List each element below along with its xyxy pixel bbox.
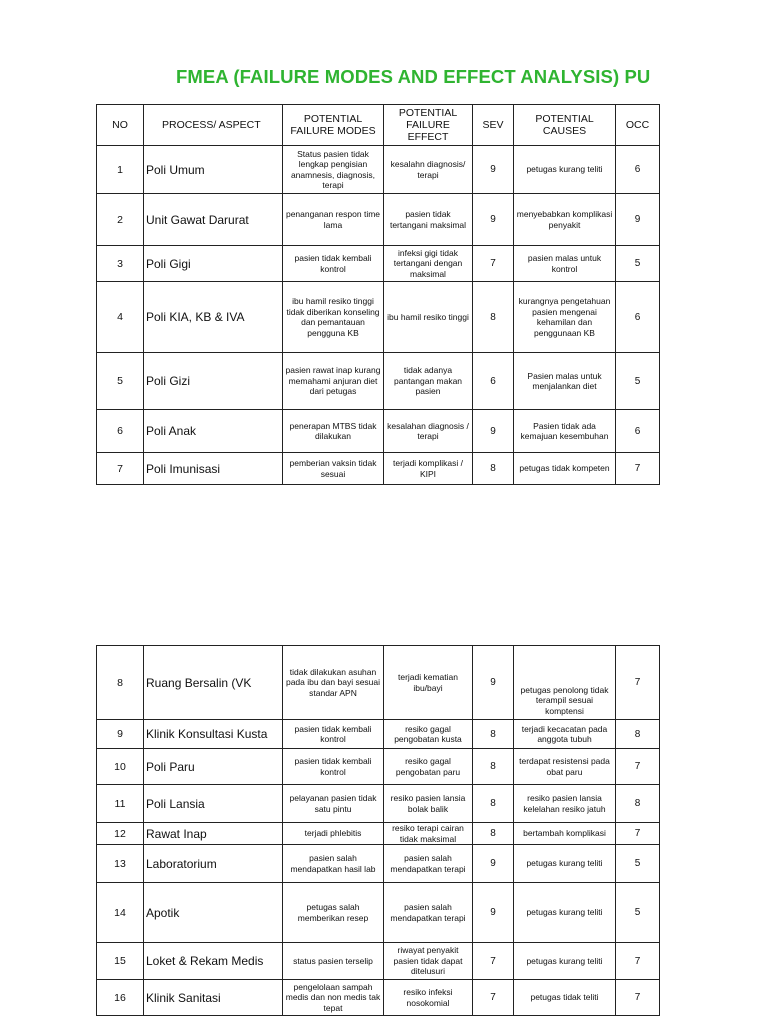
cell-sev: 8 xyxy=(473,785,514,823)
cell-no: 14 xyxy=(97,883,144,943)
cell-occ: 7 xyxy=(616,943,660,980)
cell-cause: Pasien tidak ada kemajuan kesembuhan xyxy=(514,410,616,453)
cell-cause: petugas kurang teliti xyxy=(514,883,616,943)
cell-occ: 6 xyxy=(616,410,660,453)
cell-occ: 7 xyxy=(616,749,660,785)
cell-occ: 5 xyxy=(616,353,660,410)
cell-failure-effect: kesalahn diagnosis/ terapi xyxy=(384,146,473,194)
table-row xyxy=(97,943,660,980)
col-header-occ: OCC xyxy=(616,105,660,146)
cell-cause: Pasien malas untuk menjalankan diet xyxy=(514,353,616,410)
cell-sev: 8 xyxy=(473,823,514,845)
cell-failure-effect: pasien tidak tertangani maksimal xyxy=(384,194,473,246)
cell-sev: 9 xyxy=(473,146,514,194)
cell-process: Poli Anak xyxy=(144,410,283,453)
cell-occ: 8 xyxy=(616,785,660,823)
table-row xyxy=(97,720,660,749)
cell-failure-mode: petugas salah memberikan resep xyxy=(283,883,384,943)
col-header-no: NO xyxy=(97,105,144,146)
cell-cause: petugas kurang teliti xyxy=(514,845,616,883)
cell-no: 8 xyxy=(97,646,144,720)
cell-failure-effect: terjadi komplikasi / KIPI xyxy=(384,453,473,485)
cell-failure-mode: pasien tidak kembali kontrol xyxy=(283,720,384,749)
cell-cause: terjadi kecacatan pada anggota tubuh xyxy=(514,720,616,749)
cell-sev: 9 xyxy=(473,883,514,943)
cell-process: Rawat Inap xyxy=(144,823,283,845)
cell-process: Klinik Konsultasi Kusta xyxy=(144,720,283,749)
cell-process: Apotik xyxy=(144,883,283,943)
cell-failure-mode: pasien rawat inap kurang memahami anjuran diet dari petugas xyxy=(283,353,384,410)
table-row xyxy=(97,353,660,410)
cell-failure-mode: pelayanan pasien tidak satu pintu xyxy=(283,785,384,823)
cell-failure-effect: pasien salah mendapatkan terapi xyxy=(384,845,473,883)
cell-process: Poli Gizi xyxy=(144,353,283,410)
table-row xyxy=(97,980,660,1016)
cell-failure-effect: resiko gagal pengobatan kusta xyxy=(384,720,473,749)
cell-failure-effect: ibu hamil resiko tinggi xyxy=(384,282,473,353)
table-row xyxy=(97,282,660,353)
cell-process: Poli Imunisasi xyxy=(144,453,283,485)
table-row xyxy=(97,146,660,194)
cell-failure-mode: pengelolaan sampah medis dan non medis tak tepat xyxy=(283,980,384,1016)
cell-cause: resiko pasien lansia kelelahan resiko jatuh xyxy=(514,785,616,823)
cell-failure-mode: pemberian vaksin tidak sesuai xyxy=(283,453,384,485)
cell-failure-mode: pasien tidak kembali kontrol xyxy=(283,749,384,785)
cell-no: 2 xyxy=(97,194,144,246)
cell-process: Poli Lansia xyxy=(144,785,283,823)
cell-cause: petugas tidak teliti xyxy=(514,980,616,1016)
cell-no: 12 xyxy=(97,823,144,845)
col-header-process: PROCESS/ ASPECT xyxy=(144,105,283,146)
cell-cause: petugas tidak kompeten xyxy=(514,453,616,485)
header-row xyxy=(97,105,660,146)
cell-sev: 8 xyxy=(473,749,514,785)
cell-failure-effect: resiko infeksi nosokomial xyxy=(384,980,473,1016)
cell-process: Unit Gawat Darurat xyxy=(144,194,283,246)
cell-failure-mode: pasien tidak kembali kontrol xyxy=(283,246,384,282)
cell-occ: 9 xyxy=(616,194,660,246)
table-row xyxy=(97,823,660,845)
cell-cause: petugas penolong tidak terampil sesuai komptensi xyxy=(514,646,616,720)
cell-no: 13 xyxy=(97,845,144,883)
col-header-sev: SEV xyxy=(473,105,514,146)
cell-occ: 6 xyxy=(616,146,660,194)
cell-sev: 7 xyxy=(473,980,514,1016)
cell-occ: 8 xyxy=(616,720,660,749)
cell-failure-mode: tidak dilakukan asuhan pada ibu dan bayi sesuai standar APN xyxy=(283,646,384,720)
table-row xyxy=(97,883,660,943)
cell-occ: 7 xyxy=(616,823,660,845)
col-header-failure-modes: POTENTIAL FAILURE MODES xyxy=(283,105,384,146)
table-body-1 xyxy=(97,146,660,485)
cell-sev: 9 xyxy=(473,646,514,720)
table-row xyxy=(97,410,660,453)
cell-no: 6 xyxy=(97,410,144,453)
cell-occ: 6 xyxy=(616,282,660,353)
col-header-causes: POTENTIAL CAUSES xyxy=(514,105,616,146)
cell-sev: 7 xyxy=(473,246,514,282)
table-row xyxy=(97,194,660,246)
cell-sev: 9 xyxy=(473,410,514,453)
cell-process: Poli Paru xyxy=(144,749,283,785)
cell-sev: 8 xyxy=(473,720,514,749)
cell-occ: 5 xyxy=(616,845,660,883)
cell-failure-effect: resiko pasien lansia bolak balik xyxy=(384,785,473,823)
cell-failure-effect: infeksi gigi tidak tertangani dengan maksimal xyxy=(384,246,473,282)
cell-failure-mode: ibu hamil resiko tinggi tidak diberikan konseling dan pemantauan pengguna KB xyxy=(283,282,384,353)
cell-failure-effect: tidak adanya pantangan makan pasien xyxy=(384,353,473,410)
cell-failure-mode: pasien salah mendapatkan hasil lab xyxy=(283,845,384,883)
cell-no: 16 xyxy=(97,980,144,1016)
cell-cause: petugas kurang teliti xyxy=(514,943,616,980)
cell-no: 5 xyxy=(97,353,144,410)
cell-sev: 8 xyxy=(473,453,514,485)
cell-process: Poli Gigi xyxy=(144,246,283,282)
cell-failure-effect: terjadi kematian ibu/bayi xyxy=(384,646,473,720)
cell-process: Poli KIA, KB & IVA xyxy=(144,282,283,353)
cell-sev: 6 xyxy=(473,353,514,410)
table-row xyxy=(97,246,660,282)
cell-cause: petugas kurang teliti xyxy=(514,146,616,194)
table-row xyxy=(97,453,660,485)
cell-failure-mode: terjadi phlebitis xyxy=(283,823,384,845)
cell-cause: bertambah komplikasi xyxy=(514,823,616,845)
cell-no: 10 xyxy=(97,749,144,785)
document-title: FMEA (FAILURE MODES AND EFFECT ANALYSIS) PU xyxy=(176,66,651,87)
cell-no: 7 xyxy=(97,453,144,485)
cell-cause: terdapat resistensi pada obat paru xyxy=(514,749,616,785)
cell-sev: 9 xyxy=(473,194,514,246)
table-body-2 xyxy=(97,646,660,1016)
cell-process: Laboratorium xyxy=(144,845,283,883)
cell-process: Loket & Rekam Medis xyxy=(144,943,283,980)
cell-occ: 7 xyxy=(616,646,660,720)
cell-sev: 9 xyxy=(473,845,514,883)
cell-cause: pasien malas untuk kontrol xyxy=(514,246,616,282)
cell-failure-effect: riwayat penyakit pasien tidak dapat ditelusuri xyxy=(384,943,473,980)
table-row xyxy=(97,785,660,823)
cell-no: 1 xyxy=(97,146,144,194)
cell-sev: 7 xyxy=(473,943,514,980)
cell-failure-mode: penanganan respon time lama xyxy=(283,194,384,246)
cell-failure-effect: resiko gagal pengobatan paru xyxy=(384,749,473,785)
table-row xyxy=(97,749,660,785)
cell-no: 11 xyxy=(97,785,144,823)
cell-failure-effect: kesalahan diagnosis / terapi xyxy=(384,410,473,453)
cell-no: 4 xyxy=(97,282,144,353)
cell-failure-effect: pasien salah mendapatkan terapi xyxy=(384,883,473,943)
table-row xyxy=(97,845,660,883)
cell-no: 3 xyxy=(97,246,144,282)
cell-occ: 7 xyxy=(616,980,660,1016)
cell-failure-mode: Status pasien tidak lengkap pengisian anamnesis, diagnosis, terapi xyxy=(283,146,384,194)
fmea-table-part-1 xyxy=(96,104,660,485)
col-header-failure-effect: POTENTIAL FAILURE EFFECT xyxy=(384,105,473,146)
cell-sev: 8 xyxy=(473,282,514,353)
cell-no: 9 xyxy=(97,720,144,749)
cell-process: Poli Umum xyxy=(144,146,283,194)
cell-occ: 5 xyxy=(616,246,660,282)
cell-cause: kurangnya pengetahuan pasien mengenai kehamilan dan penggunaan KB xyxy=(514,282,616,353)
cell-failure-effect: resiko terapi cairan tidak maksimal xyxy=(384,823,473,845)
cell-failure-mode: penerapan MTBS tidak dilakukan xyxy=(283,410,384,453)
cell-cause: menyebabkan komplikasi penyakit xyxy=(514,194,616,246)
cell-no: 15 xyxy=(97,943,144,980)
cell-occ: 5 xyxy=(616,883,660,943)
cell-process: Ruang Bersalin (VK xyxy=(144,646,283,720)
table-row xyxy=(97,646,660,720)
cell-process: Klinik Sanitasi xyxy=(144,980,283,1016)
cell-occ: 7 xyxy=(616,453,660,485)
fmea-table-part-2 xyxy=(96,645,660,1016)
cell-failure-mode: status pasien terselip xyxy=(283,943,384,980)
